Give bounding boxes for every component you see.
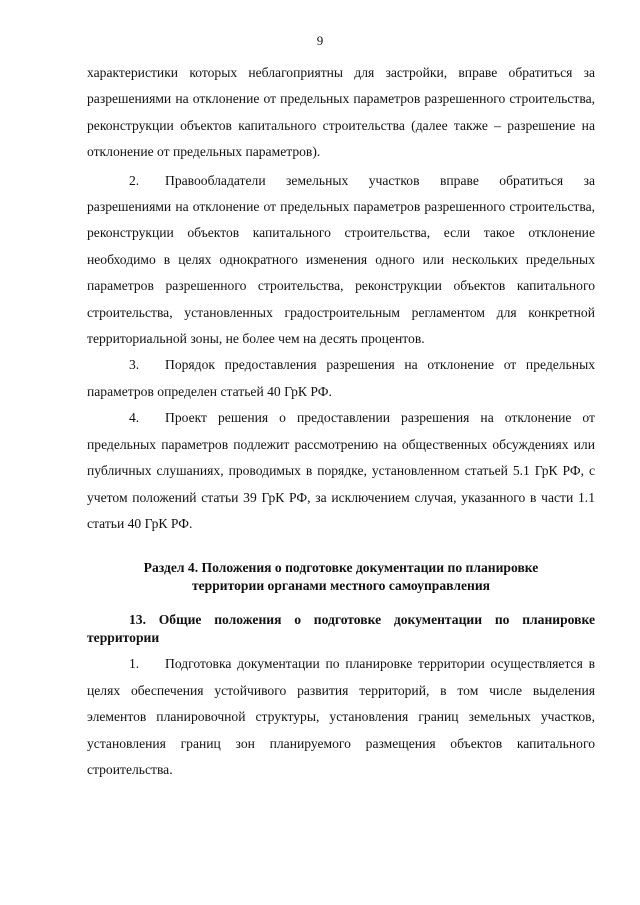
paragraph-number: 4. (129, 410, 140, 426)
paragraph-text: Правообладатели земельных участков вправе обратиться за разрешениями на отклонение от предельных параметров разрешенного строительства, реконструкции объектов капитального строительства, если такое отклонение необходимо в целях однократного изменения одного или нескольких предельных параметров разрешенного строительства, реконструкции объектов капитального строительства, установленных градостроительным регламентом для конкретной территориальной зоны, не более чем на десять процентов. (87, 172, 595, 347)
paragraph-number: 1. (129, 656, 140, 672)
paragraph-text: Проект решения о предоставлении разрешения на отклонение от предельных параметров подлежит рассмотрению на общественных обсуждениях или публичных слушаниях, проводимых в порядке, установленном статьей 5.1 ГрК РФ, с учетом положений статьи 39 ГрК РФ, за исключением случая, указанного в части 1.1 статьи 40 ГрК РФ. (87, 410, 595, 531)
subsection-paragraph-1 (87, 651, 595, 783)
paragraph-2 (87, 168, 595, 353)
paragraph-3 (87, 352, 595, 405)
section-title-line-1: Раздел 4. Положения о подготовке документации по планировке (143, 560, 539, 576)
document-body (87, 60, 595, 783)
section-title (87, 559, 595, 595)
paragraph-continued: характеристики которых неблагоприятны для застройки, вправе обратиться за разрешениями на отклонение от предельных параметров разрешенного строительства, реконструкции объектов капитального строительства (далее также – разрешение на отклонение от предельных параметров). (87, 65, 595, 160)
paragraph-text: Порядок предоставления разрешения на отклонение от предельных параметров определен статьей 40 ГрК РФ. (87, 357, 595, 399)
subsection-title: 13. Общие положения о подготовке документации по планировке территории (87, 612, 595, 646)
paragraph-4 (87, 405, 595, 537)
paragraph-number: 2. (129, 172, 140, 188)
section-title-line-2: территории органами местного самоуправления (191, 578, 491, 594)
paragraph-text: Подготовка документации по планировке территории осуществляется в целях обеспечения устойчивого развития территорий, в том числе выделения элементов планировочной структуры, установления границ земельных участков, установления границ зон планируемого размещения объектов капитального строительства. (87, 656, 595, 777)
paragraph-number: 3. (129, 357, 140, 373)
page-number: 9 (316, 33, 324, 48)
